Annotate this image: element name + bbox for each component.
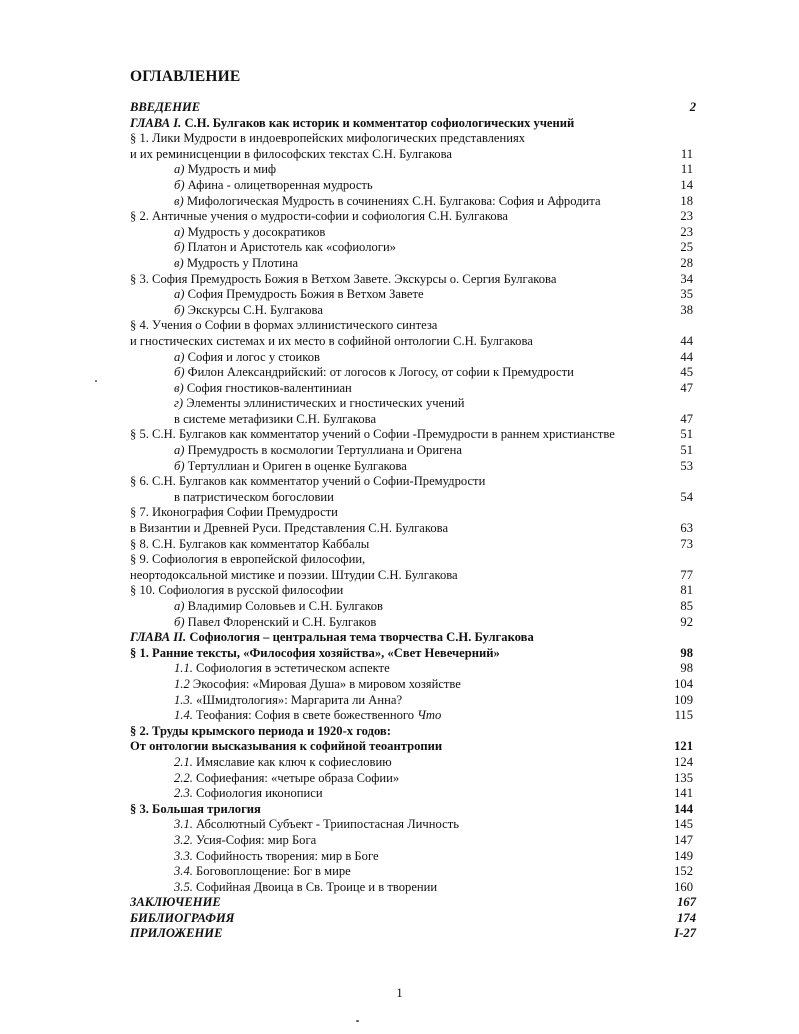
toc-entry-page: 174 (677, 910, 696, 925)
toc-entry-page: 92 (680, 614, 693, 629)
toc-entry-title: а) София и логос у стоиков (174, 349, 320, 364)
toc-entry-page: 25 (680, 240, 693, 255)
toc-entry (0, 225, 799, 241)
toc-entry (0, 303, 799, 319)
toc-entry (0, 568, 799, 584)
toc-entry-title: а) Премудрость в космологии Тертуллиана и Оригена (174, 443, 462, 458)
toc-entry (0, 116, 799, 132)
toc-entry (0, 677, 799, 693)
toc-entry-page: 51 (680, 443, 693, 458)
toc-entry-page: 167 (677, 895, 696, 910)
toc-entry-title: § 9. Софиология в европейской философии, (130, 552, 366, 567)
toc-entry-title: а) София Премудрость Божия в Ветхом Завете (174, 287, 424, 302)
toc-entry (0, 100, 799, 116)
toc-entry-page: 54 (680, 489, 693, 504)
toc-entry (0, 599, 799, 615)
toc-entry-title: 1.1. Софиология в эстетическом аспекте (174, 661, 390, 676)
toc-entry-title: а) Мудрость и миф (174, 162, 277, 177)
toc-entry-title: 1.3. «Шмидтология»: Маргарита ли Анна? (174, 692, 403, 707)
toc-entry (0, 505, 799, 521)
toc-entry-page: 109 (674, 692, 693, 707)
toc-entry (0, 802, 799, 818)
toc-entry-page: 44 (680, 349, 693, 364)
toc-entry-title: б) Платон и Аристотель как «софиологи» (174, 240, 396, 255)
toc-entry-title: и их реминисценции в философских текстах С.Н. Булгакова (130, 146, 452, 161)
toc-entry (0, 178, 799, 194)
toc-entry-title: 2.1. Имяславие как ключ к софиесловию (174, 754, 392, 769)
toc-entry-title: ГЛАВА II. Софиология – центральная тема творчества С.Н. Булгакова (130, 630, 534, 645)
toc-entry-title: § 3. София Премудрость Божия в Ветхом Завете. Экскурсы о. Сергия Булгакова (130, 271, 557, 286)
toc-entry-page: 124 (674, 754, 693, 769)
toc-entry (0, 646, 799, 662)
toc-entry (0, 256, 799, 272)
toc-entry-title: б) Павел Флоренский и С.Н. Булгаков (174, 614, 377, 629)
toc-entry-title: От онтологии высказывания к софийной теоантропии (130, 739, 443, 754)
page-number: 1 (396, 985, 403, 1000)
toc-entry-page: 18 (680, 193, 693, 208)
toc-entry (0, 724, 799, 740)
toc-entry-page: 81 (680, 583, 693, 598)
toc-entry-page: 85 (680, 599, 693, 613)
toc-entry-title: § 2. Античные учения о мудрости-софии и софиология С.Н. Булгакова (130, 209, 508, 224)
toc-entry-page: 73 (680, 536, 693, 551)
toc-entry-title: в патристическом богословии (174, 489, 334, 504)
toc-entry-title: б) Экскурсы С.Н. Булгакова (174, 302, 323, 317)
toc-entry (0, 615, 799, 631)
toc-entry-title: БИБЛИОГРАФИЯ (130, 910, 235, 925)
toc-entry (0, 911, 799, 927)
toc-entry (0, 552, 799, 568)
toc-entry-title: б) Тертуллиан и Ориген в оценке Булгакова (174, 458, 407, 473)
toc-entry (0, 396, 799, 412)
toc-entry-title: в) София гностиков-валентиниан (174, 380, 352, 395)
toc-entry (0, 412, 799, 428)
toc-entry (0, 427, 799, 443)
toc-entry-page: 144 (674, 801, 693, 816)
toc-heading: ОГЛАВЛЕНИЕ (130, 68, 241, 85)
toc-entry-title: ПРИЛОЖЕНИЕ (130, 926, 223, 941)
toc-entry-page: 115 (674, 708, 693, 723)
toc-entry-page: 47 (680, 411, 693, 426)
table-of-contents (0, 100, 799, 942)
toc-entry (0, 583, 799, 599)
toc-entry (0, 693, 799, 709)
toc-entry (0, 521, 799, 537)
toc-entry (0, 162, 799, 178)
toc-entry (0, 786, 799, 802)
toc-entry-page: 104 (674, 676, 693, 691)
toc-entry-page: 149 (674, 848, 693, 863)
toc-entry (0, 459, 799, 475)
toc-entry-page: 77 (680, 567, 693, 582)
toc-entry (0, 739, 799, 755)
toc-entry-title: § 4. Учения о Софии в формах эллинистического синтеза (130, 318, 438, 333)
toc-entry-title: в Византии и Древней Руси. Представления С.Н. Булгакова (130, 521, 449, 536)
toc-entry-title: а) Мудрость у досократиков (174, 224, 326, 239)
toc-entry-page: 152 (674, 864, 693, 879)
toc-entry (0, 537, 799, 553)
scan-speck (95, 380, 97, 382)
toc-entry-title: б) Филон Александрийский: от логосов к Логосу, от софии к Премудрости (174, 365, 574, 380)
toc-entry (0, 318, 799, 334)
toc-entry-title: 3.2. Усия-София: мир Бога (174, 832, 317, 847)
toc-entry-page: 160 (674, 879, 693, 894)
toc-entry (0, 755, 799, 771)
toc-entry-page: 53 (680, 458, 693, 473)
toc-entry (0, 240, 799, 256)
toc-entry (0, 365, 799, 381)
toc-entry-page: 47 (680, 380, 693, 395)
toc-entry-title: 1.4. Теофания: София в свете божественного Что (174, 708, 442, 723)
toc-entry-page: 34 (680, 271, 693, 286)
toc-entry-page: 98 (680, 645, 693, 660)
toc-entry-title: в) Мудрость у Плотина (174, 255, 299, 270)
toc-entry (0, 708, 799, 724)
toc-entry (0, 895, 799, 911)
toc-entry (0, 661, 799, 677)
toc-entry (0, 630, 799, 646)
toc-entry (0, 350, 799, 366)
toc-entry-page: 135 (674, 770, 693, 785)
toc-entry-title: 2.2. Софиефания: «четыре образа Софии» (174, 770, 400, 785)
toc-entry-title: в) Мифологическая Мудрость в сочинениях С.Н. Булгакова: София и Афродита (174, 193, 601, 208)
toc-entry-page: 23 (680, 224, 693, 239)
toc-entry-title: 3.5. Софийная Двоица в Св. Троице и в творении (174, 879, 438, 894)
toc-entry (0, 864, 799, 880)
toc-entry-title: в системе метафизики С.Н. Булгакова (174, 411, 377, 426)
toc-entry (0, 833, 799, 849)
toc-entry (0, 147, 799, 163)
toc-entry (0, 381, 799, 397)
toc-entry (0, 272, 799, 288)
toc-entry-title: г) Элементы эллинистических и гностических учений (174, 396, 465, 411)
toc-entry-title: § 1. Лики Мудрости в индоевропейских мифологических представлениях (130, 131, 526, 146)
toc-entry-title: ЗАКЛЮЧЕНИЕ (130, 895, 221, 910)
toc-entry-page: 2 (689, 100, 696, 114)
toc-entry-title: § 3. Большая трилогия (130, 801, 261, 816)
toc-entry-page: 45 (680, 365, 693, 380)
toc-entry-title: § 6. С.Н. Булгаков как комментатор учений о Софии-Премудрости (130, 474, 486, 489)
toc-entry-title: 3.4. Боговоплощение: Бог в мире (174, 864, 351, 879)
toc-entry (0, 490, 799, 506)
toc-entry-title: § 8. С.Н. Булгаков как комментатор Каббалы (130, 536, 370, 551)
toc-entry (0, 287, 799, 303)
toc-entry-page: 121 (674, 739, 693, 754)
toc-entry-title: § 1. Ранние тексты, «Философия хозяйства», «Свет Невечерний» (130, 645, 500, 660)
toc-entry (0, 817, 799, 833)
toc-entry-page: 14 (680, 177, 693, 192)
toc-entry-page: 38 (680, 302, 693, 317)
toc-entry-page: 35 (680, 287, 693, 302)
toc-entry-title: 3.3. Софийность творения: мир в Боге (174, 848, 379, 863)
toc-entry-title: неортодоксальной мистике и поэзии. Штудии С.Н. Булгакова (130, 567, 458, 582)
toc-entry-page: 147 (674, 832, 693, 847)
toc-entry-title: и гностических системах и их место в софийной онтологии С.Н. Булгакова (130, 333, 533, 348)
toc-entry (0, 926, 799, 942)
toc-entry-title: § 7. Иконография Софии Премудрости (130, 505, 338, 520)
toc-entry (0, 194, 799, 210)
toc-entry-page: 28 (680, 255, 693, 270)
toc-entry-page: 63 (680, 521, 693, 536)
toc-entry (0, 131, 799, 147)
toc-entry (0, 849, 799, 865)
toc-entry-title: ГЛАВА I. С.Н. Булгаков как историк и комментатор софиологических учений (130, 115, 575, 130)
toc-entry-page: 141 (674, 786, 693, 801)
toc-entry (0, 771, 799, 787)
toc-entry-page: 44 (680, 333, 693, 348)
toc-entry-page: I-27 (674, 926, 696, 941)
toc-entry-page: 23 (680, 209, 693, 224)
toc-entry-title: б) Афина - олицетворенная мудрость (174, 177, 373, 192)
toc-entry (0, 474, 799, 490)
toc-entry-title: 3.1. Абсолютный Субъект - Триипостасная Личность (174, 817, 459, 832)
toc-entry-page: 11 (680, 146, 693, 161)
toc-entry-title: § 5. С.Н. Булгаков как комментатор учений о Софии -Премудрости в раннем христианстве (130, 427, 615, 442)
toc-entry-title: § 10. Софиология в русской философии (130, 583, 344, 598)
scan-speck (356, 1020, 359, 1022)
toc-entry-page: 145 (674, 817, 693, 832)
toc-entry-page: 11 (680, 162, 693, 177)
toc-entry-title: § 2. Труды крымского периода и 1920-х годов: (130, 723, 391, 738)
toc-entry-title: а) Владимир Соловьев и С.Н. Булгаков (174, 599, 383, 613)
toc-entry (0, 334, 799, 350)
toc-entry-title: ВВЕДЕНИЕ (130, 100, 201, 114)
toc-entry-page: 51 (680, 427, 693, 442)
toc-entry (0, 443, 799, 459)
toc-entry-title: 2.3. Софиология иконописи (174, 786, 323, 801)
toc-entry-page: 98 (680, 661, 693, 676)
toc-entry (0, 209, 799, 225)
toc-entry (0, 880, 799, 896)
toc-entry-title: 1.2 Экософия: «Мировая Душа» в мировом хозяйстве (174, 676, 461, 691)
